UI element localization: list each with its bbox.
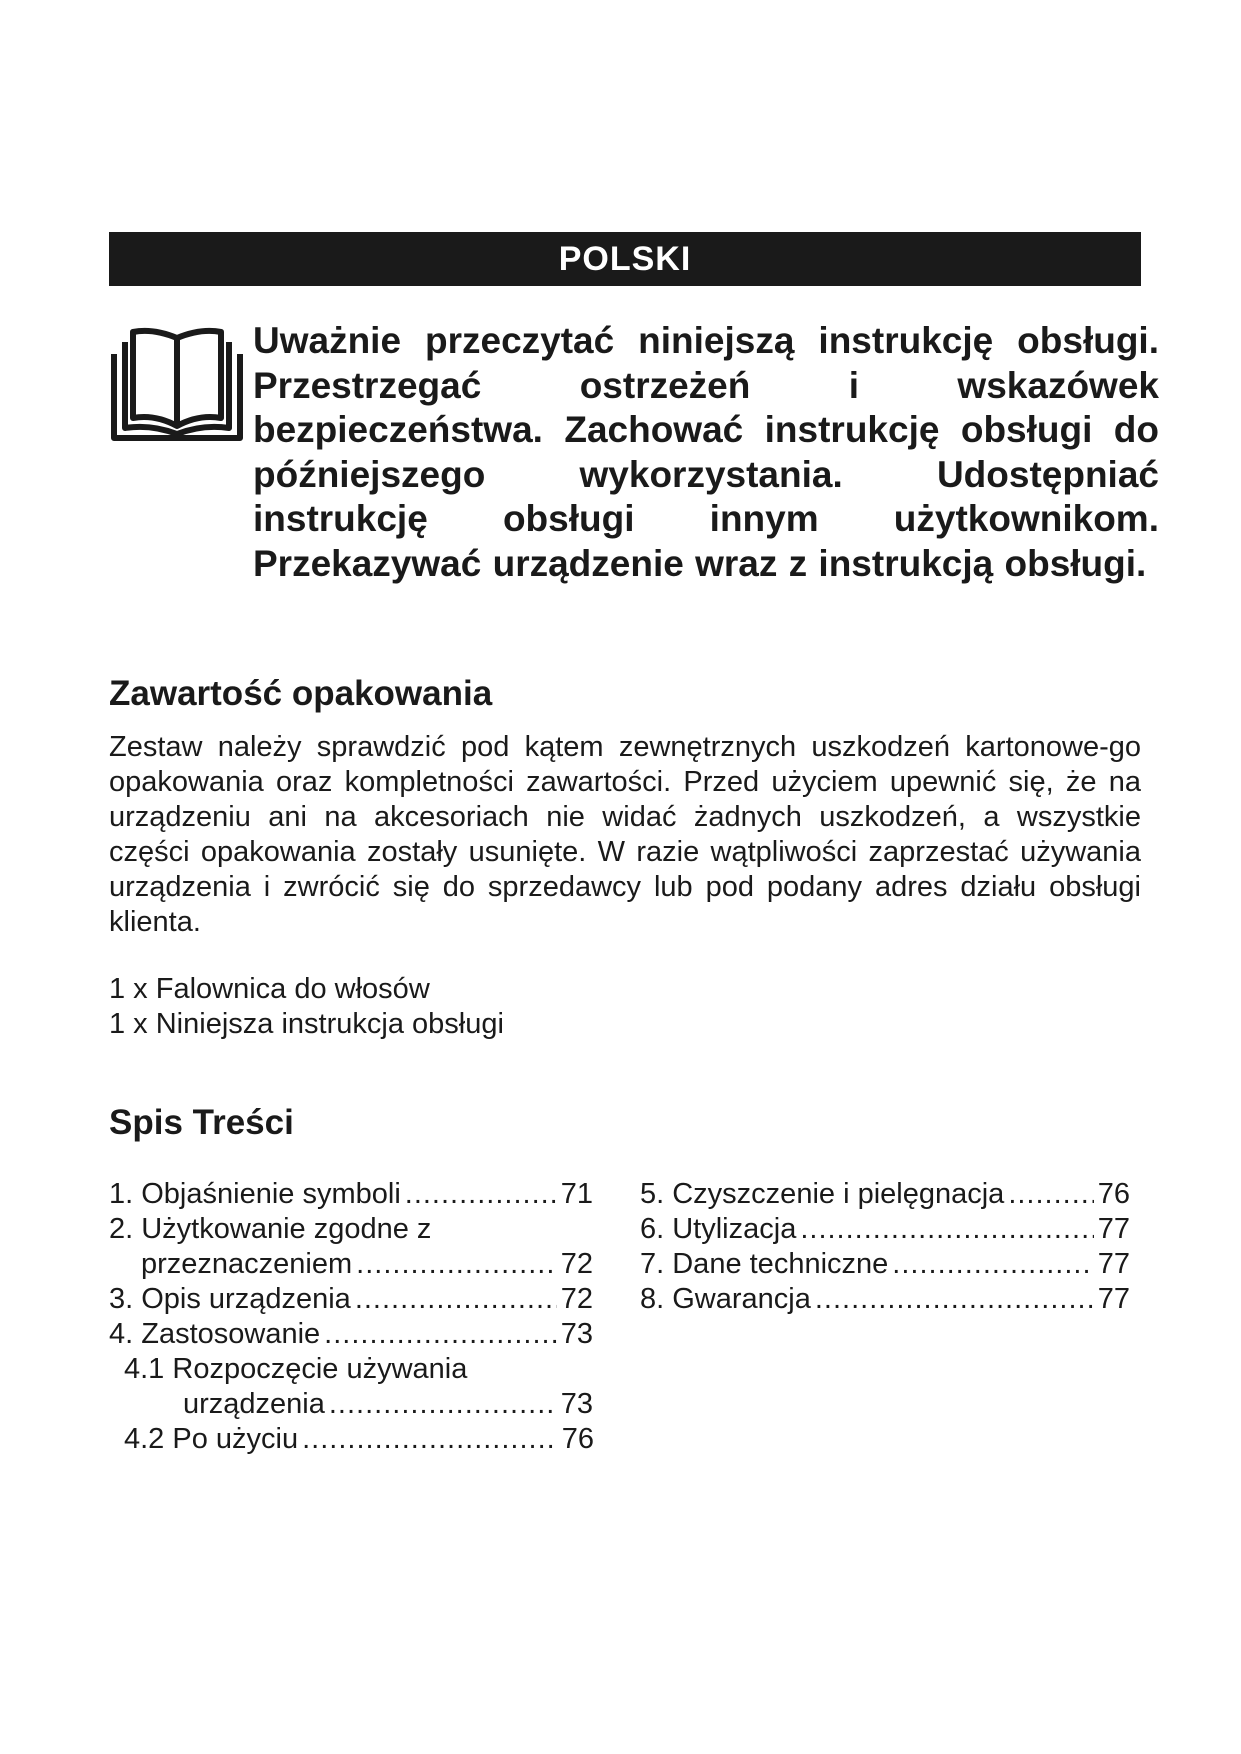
toc-entry-label: 8. Gwarancja (640, 1283, 811, 1315)
language-header: POLSKI (109, 232, 1141, 286)
toc-entry (109, 1317, 593, 1352)
dot-leader (355, 1282, 557, 1317)
toc-entry-label: 6. Utylizacja (640, 1213, 797, 1245)
toc-entry (109, 1422, 594, 1457)
toc-entry-label: 2. Użytkowanie zgodne z (109, 1213, 432, 1245)
toc-entry-page: 72 (560, 1248, 593, 1280)
toc-entry-page: 73 (560, 1318, 593, 1350)
package-contents-text: Zestaw należy sprawdzić pod kątem zewnętrznych uszkodzeń kartonowe-go opakowania oraz kompletności zawartości. Przed użyciem upewnić się, że na urządzeniu ani na akcesoriach nie widać żadnych uszkodzeń, a wszystkie części opakowania zostały usunięte. W razie wątpliwości zaprzestać używania urządzenia i zwrócić się do sprzedawcy lub pod podany adres działu obsługi klienta. (109, 731, 1141, 938)
open-book-icon (109, 324, 245, 442)
safety-warning: Uważnie przeczytać niniejszą instrukcję obsługi. Przestrzegać ostrzeżeń i wskazówek bezpieczeństwa. Zachować instrukcję obsługi do późniejszego wykorzystania. Udostępniać instrukcję obsługi innym użytkownikom. Przekazywać urządzenie wraz z instrukcją obsługi. (253, 320, 1159, 584)
toc-entry-page: 72 (560, 1283, 593, 1315)
toc-entry (640, 1247, 1130, 1282)
toc-entry-page: 73 (560, 1388, 593, 1420)
toc-entry-label: 4.2 Po użyciu (124, 1423, 299, 1455)
toc-entry-label: 1. Objaśnienie symboli (109, 1178, 401, 1210)
toc-right-column (640, 1177, 1130, 1317)
dot-leader (1008, 1177, 1093, 1212)
toc-left-column (109, 1177, 593, 1457)
toc-entry (109, 1282, 593, 1317)
dot-leader (356, 1247, 557, 1282)
dot-leader (329, 1387, 557, 1422)
dot-leader (405, 1177, 557, 1212)
package-items-list (109, 972, 504, 1042)
toc-entry-label: 4. Zastosowanie (109, 1318, 321, 1350)
toc-entry-page: 76 (1097, 1178, 1130, 1210)
toc-entry (640, 1282, 1130, 1317)
toc-entry (109, 1247, 593, 1282)
toc-entry (640, 1212, 1130, 1247)
dot-leader (815, 1282, 1094, 1317)
toc-entry-label: urządzenia (183, 1388, 325, 1420)
toc-entry (109, 1212, 593, 1247)
dot-leader (892, 1247, 1093, 1282)
toc-entry-page: 77 (1097, 1283, 1130, 1315)
toc-entry-page: 77 (1097, 1213, 1130, 1245)
dot-leader (302, 1422, 558, 1457)
toc-entry-label: 7. Dane techniczne (640, 1248, 889, 1280)
toc-entry-page: 77 (1097, 1248, 1130, 1280)
list-item: 1 x Niniejsza instrukcja obsługi (109, 1008, 504, 1040)
toc-entry (109, 1352, 593, 1387)
toc-entry-label: 4.1 Rozpoczęcie używania (124, 1353, 468, 1385)
package-contents-title: Zawartość opakowania (109, 674, 493, 713)
dot-leader (800, 1212, 1093, 1247)
toc-entry-label: przeznaczeniem (141, 1248, 353, 1280)
toc-entry-label: 5. Czyszczenie i pielęgnacja (640, 1178, 1005, 1210)
toc-entry-label: 3. Opis urządzenia (109, 1283, 351, 1315)
toc-entry (640, 1177, 1130, 1212)
toc-entry (109, 1387, 593, 1422)
toc-entry-page: 71 (560, 1178, 593, 1210)
toc-entry-page: 76 (561, 1423, 594, 1455)
toc-title: Spis Treści (109, 1103, 294, 1142)
list-item: 1 x Falownica do włosów (109, 973, 430, 1005)
toc-entry (109, 1177, 593, 1212)
dot-leader (324, 1317, 557, 1352)
